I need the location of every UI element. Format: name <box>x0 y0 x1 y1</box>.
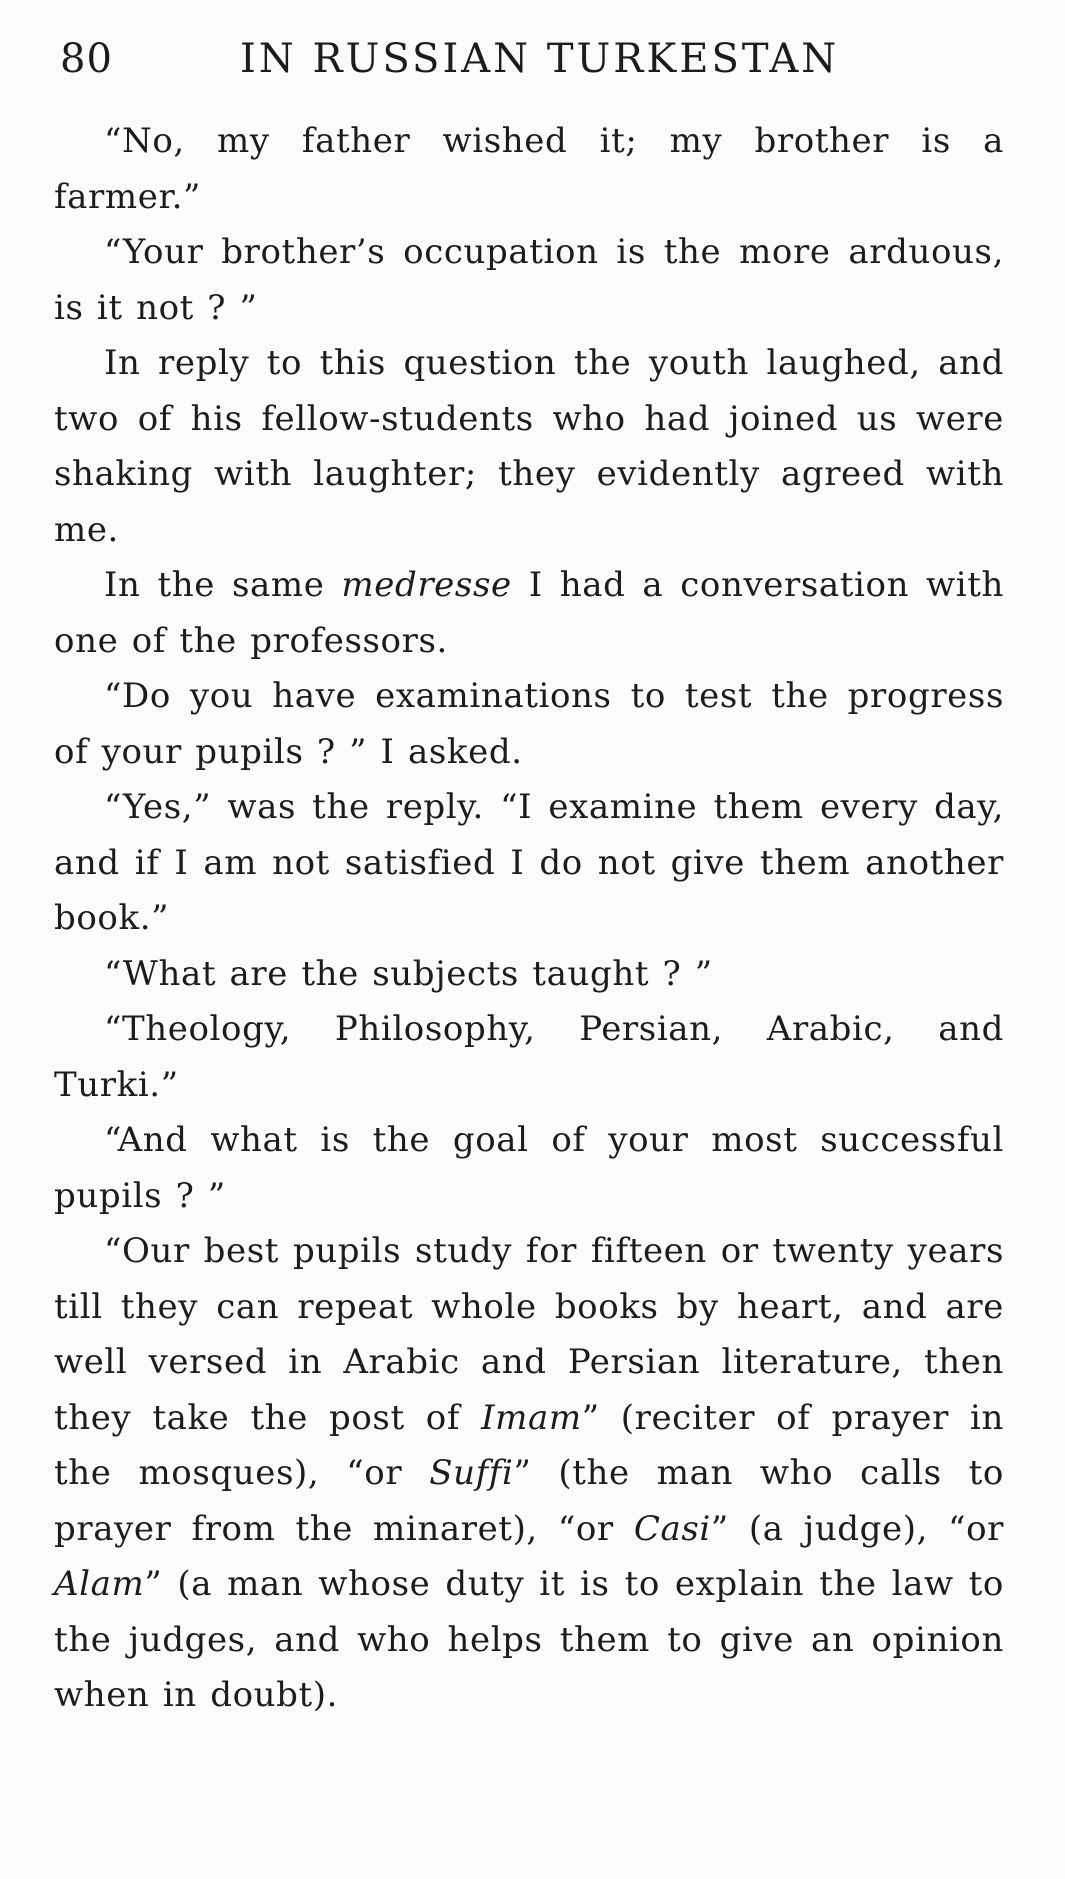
italic-term: Imam <box>481 1397 582 1438</box>
paragraph <box>54 780 1004 947</box>
paragraph <box>54 669 1004 780</box>
italic-term: medresse <box>341 565 512 605</box>
text-run: ” (a judge), “or <box>710 1508 1004 1549</box>
paragraph <box>54 336 1004 558</box>
text-run: ” (reciter of prayer in the mosques), “or <box>54 1397 1004 1493</box>
paragraph <box>54 558 1004 669</box>
text-run: “What are the subjects taught ? ” <box>104 953 713 994</box>
text-run: “And what is the goal of your most successful pupils ? ” <box>54 1120 1004 1216</box>
text-run: I had a conversation with one of the professors. <box>54 565 1004 661</box>
italic-term: Alam <box>54 1564 145 1604</box>
text-run: In the same <box>104 565 342 605</box>
text-run: “Do you have examinations to test the progress of your pupils ? ” I asked. <box>54 676 1004 772</box>
text-run: ” (the man who calls to prayer from the minaret), “or <box>54 1453 1004 1549</box>
paragraph <box>54 1224 1004 1724</box>
text-run: “No, my father wished it; my brother is a farmer.” <box>54 121 1004 217</box>
text-run: ” (a man whose duty it is to explain the law to the judges, and who helps them to give an opinion when in doubt). <box>54 1564 1004 1715</box>
paragraph <box>54 114 1004 225</box>
running-title: IN RUSSIAN TURKESTAN <box>240 36 840 82</box>
italic-term: Casi <box>633 1508 711 1549</box>
paragraph <box>54 1002 1004 1113</box>
text-run: “Your brother’s occupation is the more arduous, is it not ? ” <box>54 232 1004 328</box>
running-head <box>60 30 1000 90</box>
italic-term: Suffi <box>429 1453 514 1493</box>
paragraph <box>54 1113 1004 1224</box>
body-text <box>54 114 1004 1724</box>
text-run: “Yes,” was the reply. “I examine them every day, and if I am not satisfied I do not give them another book.” <box>54 787 1004 938</box>
text-run: “Theology, Philosophy, Persian, Arabic, and Turki.” <box>54 1009 1004 1105</box>
page-number: 80 <box>60 36 113 82</box>
paragraph <box>54 947 1004 1003</box>
text-run: “Our best pupils study for fifteen or twenty years till they can repeat whole books by heart, and are well versed in Arabic and Persian literature, then they take the post of <box>54 1231 1004 1438</box>
text-run: In reply to this question the youth laughed, and two of his fellow-students who had joined us were shaking with laughter; they evidently agreed with me. <box>54 343 1004 550</box>
paragraph <box>54 225 1004 336</box>
